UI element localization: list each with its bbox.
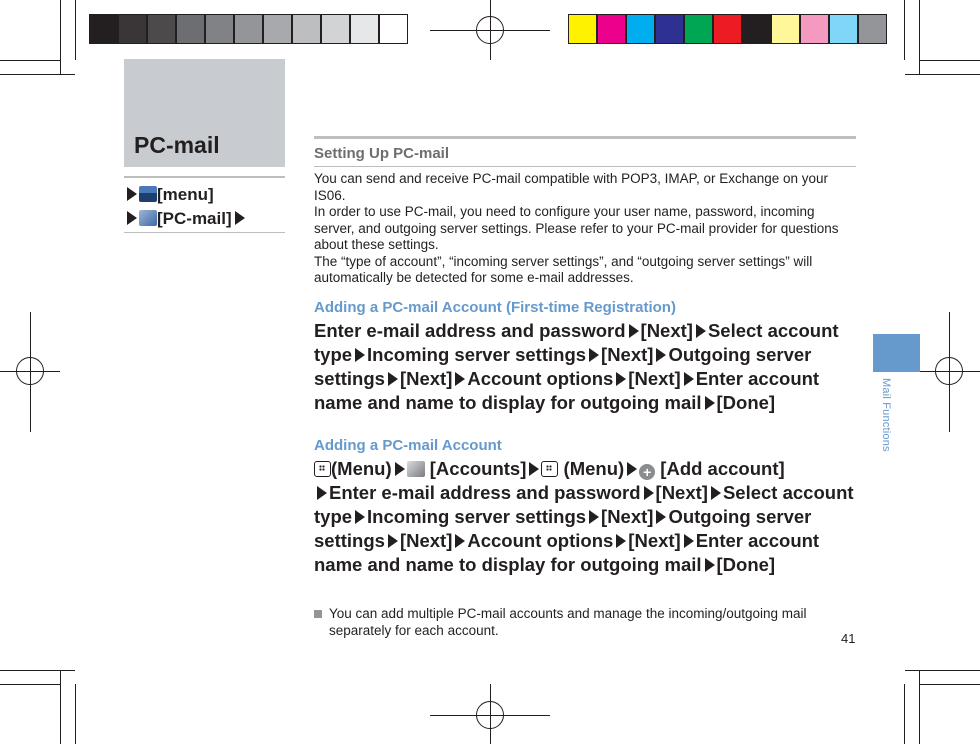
color-swatch	[713, 14, 742, 44]
intro-paragraph: You can send and receive PC-mail compatible with POP3, IMAP, or Exchange on your IS06.	[314, 171, 829, 203]
step-text: Enter e-mail address and password	[314, 320, 626, 341]
gray-swatch	[89, 14, 118, 44]
sidebar-nav-path	[124, 183, 294, 231]
nav-line-pcmail: [PC-mail]	[124, 207, 294, 231]
chapter-side-tab	[873, 334, 920, 372]
arrow-right-icon	[696, 324, 706, 338]
side-tab-label: Mail Functions	[880, 378, 892, 452]
color-swatch	[626, 14, 655, 44]
step-text: [Done]	[716, 554, 776, 575]
color-swatch	[597, 14, 626, 44]
arrow-right-icon	[627, 462, 637, 476]
intro-paragraph: In order to use PC-mail, you need to configure your user name, password, incoming server, and outgoing server settings. Please refer to your PC-mail provider for questions about these settings.	[314, 204, 839, 252]
gray-swatch	[176, 14, 205, 44]
step-text: Incoming server settings	[367, 344, 587, 365]
step-text: [Accounts]	[429, 458, 527, 479]
section-rule-under	[314, 166, 856, 167]
step-text: [Next]	[628, 530, 681, 551]
step-text: Incoming server settings	[367, 506, 587, 527]
add-account-steps	[314, 457, 859, 577]
intro-text	[314, 171, 849, 287]
add-circle-icon: +	[639, 464, 655, 480]
step-text: Enter account name and name to display for outgoing mail	[314, 530, 820, 575]
arrow-right-icon	[127, 187, 137, 201]
arrow-right-icon	[705, 558, 715, 572]
color-swatch	[684, 14, 713, 44]
color-swatch	[742, 14, 771, 44]
step-text: [Done]	[716, 392, 776, 413]
arrow-right-icon	[629, 324, 639, 338]
step-text: (Menu)	[331, 458, 392, 479]
gray-swatch	[205, 14, 234, 44]
sidebar-rule-bottom	[124, 232, 285, 233]
step-text: [Next]	[601, 344, 654, 365]
arrow-right-icon	[684, 372, 694, 386]
arrow-right-icon	[388, 534, 398, 548]
arrow-right-icon	[684, 534, 694, 548]
square-bullet-icon	[314, 610, 322, 618]
arrow-right-icon	[455, 534, 465, 548]
intro-paragraph: The “type of account”, “incoming server settings”, and “outgoing server settings” will automatically be detected for some e-mail addresses.	[314, 253, 813, 285]
gray-swatch	[379, 14, 408, 44]
sidebar-rule-top	[124, 176, 285, 178]
arrow-right-icon	[616, 534, 626, 548]
gray-swatch	[321, 14, 350, 44]
arrow-right-icon	[529, 462, 539, 476]
first-time-steps	[314, 319, 859, 415]
home-screen-icon	[139, 186, 157, 202]
step-text: [Next]	[601, 506, 654, 527]
nav-line-menu: [menu]	[124, 183, 294, 207]
first-time-subhead: Adding a PC-mail Account (First-time Registration)	[314, 299, 676, 316]
arrow-right-icon	[711, 486, 721, 500]
step-text: Select account type	[314, 482, 854, 527]
step-text: Enter account name and name to display for outgoing mail	[314, 368, 820, 413]
step-text: [Next]	[640, 320, 693, 341]
color-swatch	[829, 14, 858, 44]
step-text: [Add account]	[660, 458, 785, 479]
gray-swatch	[263, 14, 292, 44]
gray-swatch	[292, 14, 321, 44]
settings-app-icon	[407, 461, 425, 477]
page-number: 41	[841, 631, 856, 646]
menu-key-icon	[541, 461, 558, 477]
gray-swatch	[118, 14, 147, 44]
arrow-right-icon	[388, 372, 398, 386]
color-swatch	[771, 14, 800, 44]
color-swatch	[800, 14, 829, 44]
step-text: Select account type	[314, 320, 839, 365]
step-text: Outgoing server settings	[314, 506, 812, 551]
arrow-right-icon	[644, 486, 654, 500]
step-text: (Menu)	[563, 458, 625, 479]
color-swatch	[858, 14, 887, 44]
arrow-right-icon	[589, 510, 599, 524]
gray-swatch	[234, 14, 263, 44]
arrow-right-icon	[616, 372, 626, 386]
arrow-right-icon	[656, 348, 666, 362]
color-swatch	[655, 14, 684, 44]
pc-mail-icon	[139, 210, 157, 226]
step-text: [Next]	[399, 530, 453, 551]
chapter-title: PC-mail	[134, 132, 220, 158]
arrow-right-icon	[355, 510, 365, 524]
gray-swatch	[350, 14, 379, 44]
step-text: Enter e-mail address and password	[329, 482, 641, 503]
arrow-right-icon	[355, 348, 365, 362]
step-text: Account options	[467, 530, 614, 551]
color-swatch	[568, 14, 597, 44]
arrow-right-icon	[589, 348, 599, 362]
arrow-right-icon	[127, 211, 137, 225]
note-text: You can add multiple PC-mail accounts and manage the incoming/outgoing mail separately for each account.	[329, 606, 807, 638]
arrow-right-icon	[235, 211, 245, 225]
step-text: [Next]	[399, 368, 453, 389]
step-text: Account options	[467, 368, 614, 389]
step-text: [Next]	[628, 368, 681, 389]
gray-swatch	[147, 14, 176, 44]
add-account-subhead: Adding a PC-mail Account	[314, 437, 502, 454]
arrow-right-icon	[395, 462, 405, 476]
step-text: [Next]	[655, 482, 708, 503]
section-heading: Setting Up PC-mail	[314, 145, 450, 162]
arrow-right-icon	[317, 486, 327, 500]
menu-key-icon	[314, 461, 331, 477]
step-text: Outgoing server settings	[314, 344, 812, 389]
section-rule-top	[314, 136, 856, 139]
arrow-right-icon	[705, 396, 715, 410]
arrow-right-icon	[455, 372, 465, 386]
note	[314, 606, 859, 639]
chapter-title-box	[124, 59, 285, 167]
arrow-right-icon	[656, 510, 666, 524]
